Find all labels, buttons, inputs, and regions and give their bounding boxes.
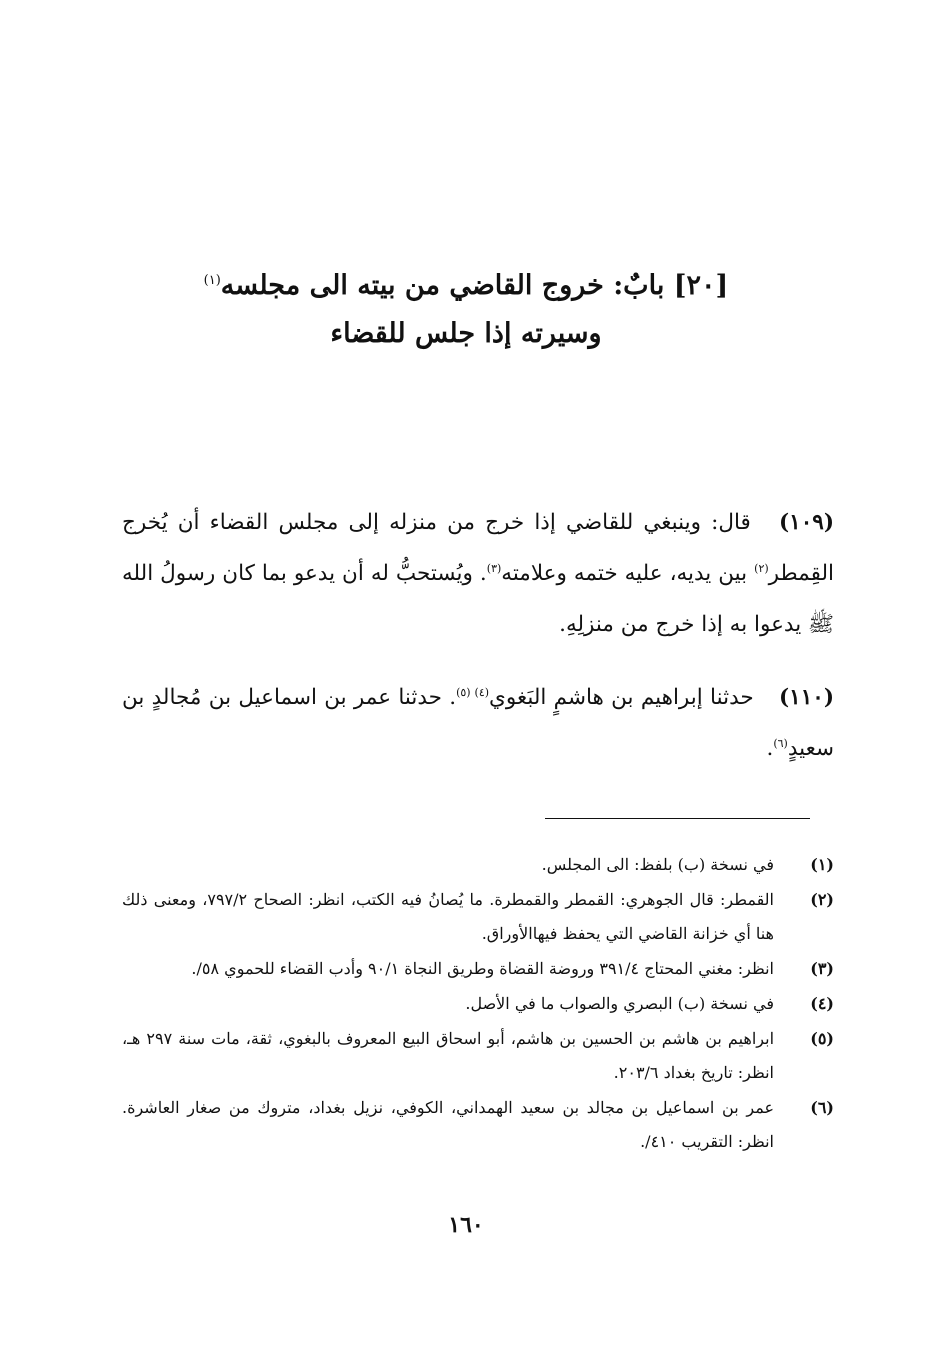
paragraph-text: . ويُستحبُّ له أن يدعو بما كان رسولُ الله ﷺ يدعوا به إذا خرج من منزلِهِ. — [122, 561, 834, 637]
footnote-item — [122, 848, 834, 882]
footnote-separator — [545, 818, 810, 819]
footnote-text: انظر: مغني المحتاج ٣٩١/٤ وروضة القضاة وطريق النجاة ٩٠/١ وأدب القضاء للحموي ٥٨/. — [191, 959, 774, 978]
paragraph-text: بين يديه، عليه ختمه وعلامته — [501, 561, 755, 586]
paragraph-number: (١١٠) — [778, 685, 834, 710]
footnote-text: في نسخة (ب) بلفظ: الى المجلس. — [541, 855, 774, 874]
footnote-marker: (٢) — [754, 561, 769, 575]
paragraph-text: حدثنا إبراهيم بن هاشمٍ البَغوي — [489, 685, 754, 710]
footnote-text: ابراهيم بن هاشم بن الحسين بن هاشم، أبو اسحاق البيع المعروف بالبغوي، ثقة، مات سنة ٢٩٧ هـ، انظر: تاريخ بغداد ٢٠٣/٦. — [122, 1029, 775, 1082]
paragraph-110 — [122, 672, 834, 774]
chapter-title-line-1 — [120, 262, 812, 310]
footnote-marker: (١) — [203, 273, 221, 288]
paragraph-text: قال: وينبغي للقاضي إذا خرج من منزله إلى مجلس القضاء أن يُخرج القِمطر — [122, 510, 834, 586]
paragraph-number: (١٠٩) — [778, 510, 835, 535]
footnote-text: في نسخة (ب) البصري والصواب ما في الأصل. — [465, 994, 774, 1013]
footnote-marker: (٦) — [773, 736, 788, 750]
footnote-item — [122, 987, 834, 1021]
footnote-number: (٢) — [810, 890, 834, 909]
footnote-number: (٣) — [810, 959, 834, 978]
chapter-heading — [120, 262, 812, 358]
footnote-item — [122, 883, 834, 951]
paragraph-text: . — [766, 736, 774, 761]
footnote-item — [122, 952, 834, 986]
paragraph-109 — [122, 497, 834, 650]
footnote-item — [122, 1022, 834, 1090]
footnote-marker: (٣) — [486, 561, 502, 575]
footnote-text: القمطر: قال الجوهري: القمطر والقمطرة. ما يُصانُ فيه الكتب، انظر: الصحاح ٧٩٧/٢، ومعنى ذلك هنا أي خزانة القاضي التي يحفظ فيهاالأوراق. — [122, 890, 775, 943]
footnote-number: (١) — [810, 855, 834, 874]
footnote-text: عمر بن اسماعيل بن مجالد بن سعيد الهمداني، الكوفي، نزيل بغداد، متروك من صغار العاشرة. انظر: التقريب ٤١٠/. — [122, 1098, 774, 1151]
footnote-item — [122, 1091, 834, 1159]
footnote-number: (٥) — [810, 1029, 834, 1048]
footnote-marker: (٤) (٥) — [456, 685, 490, 699]
page-number: ١٦٠ — [448, 1212, 484, 1238]
footnote-number: (٦) — [810, 1098, 834, 1117]
footnotes — [122, 848, 834, 1160]
footnote-number: (٤) — [810, 994, 834, 1013]
chapter-title-text: [٢٠] بابٌ: خروج القاضي من بيته الى مجلسه — [220, 270, 729, 301]
paragraph-text: . حدثنا عمر بن اسماعيل بن مُجالدٍ بن سعيدٍ — [122, 685, 834, 761]
chapter-title-line-2: وسيرته إذا جلس للقضاء — [330, 318, 602, 349]
